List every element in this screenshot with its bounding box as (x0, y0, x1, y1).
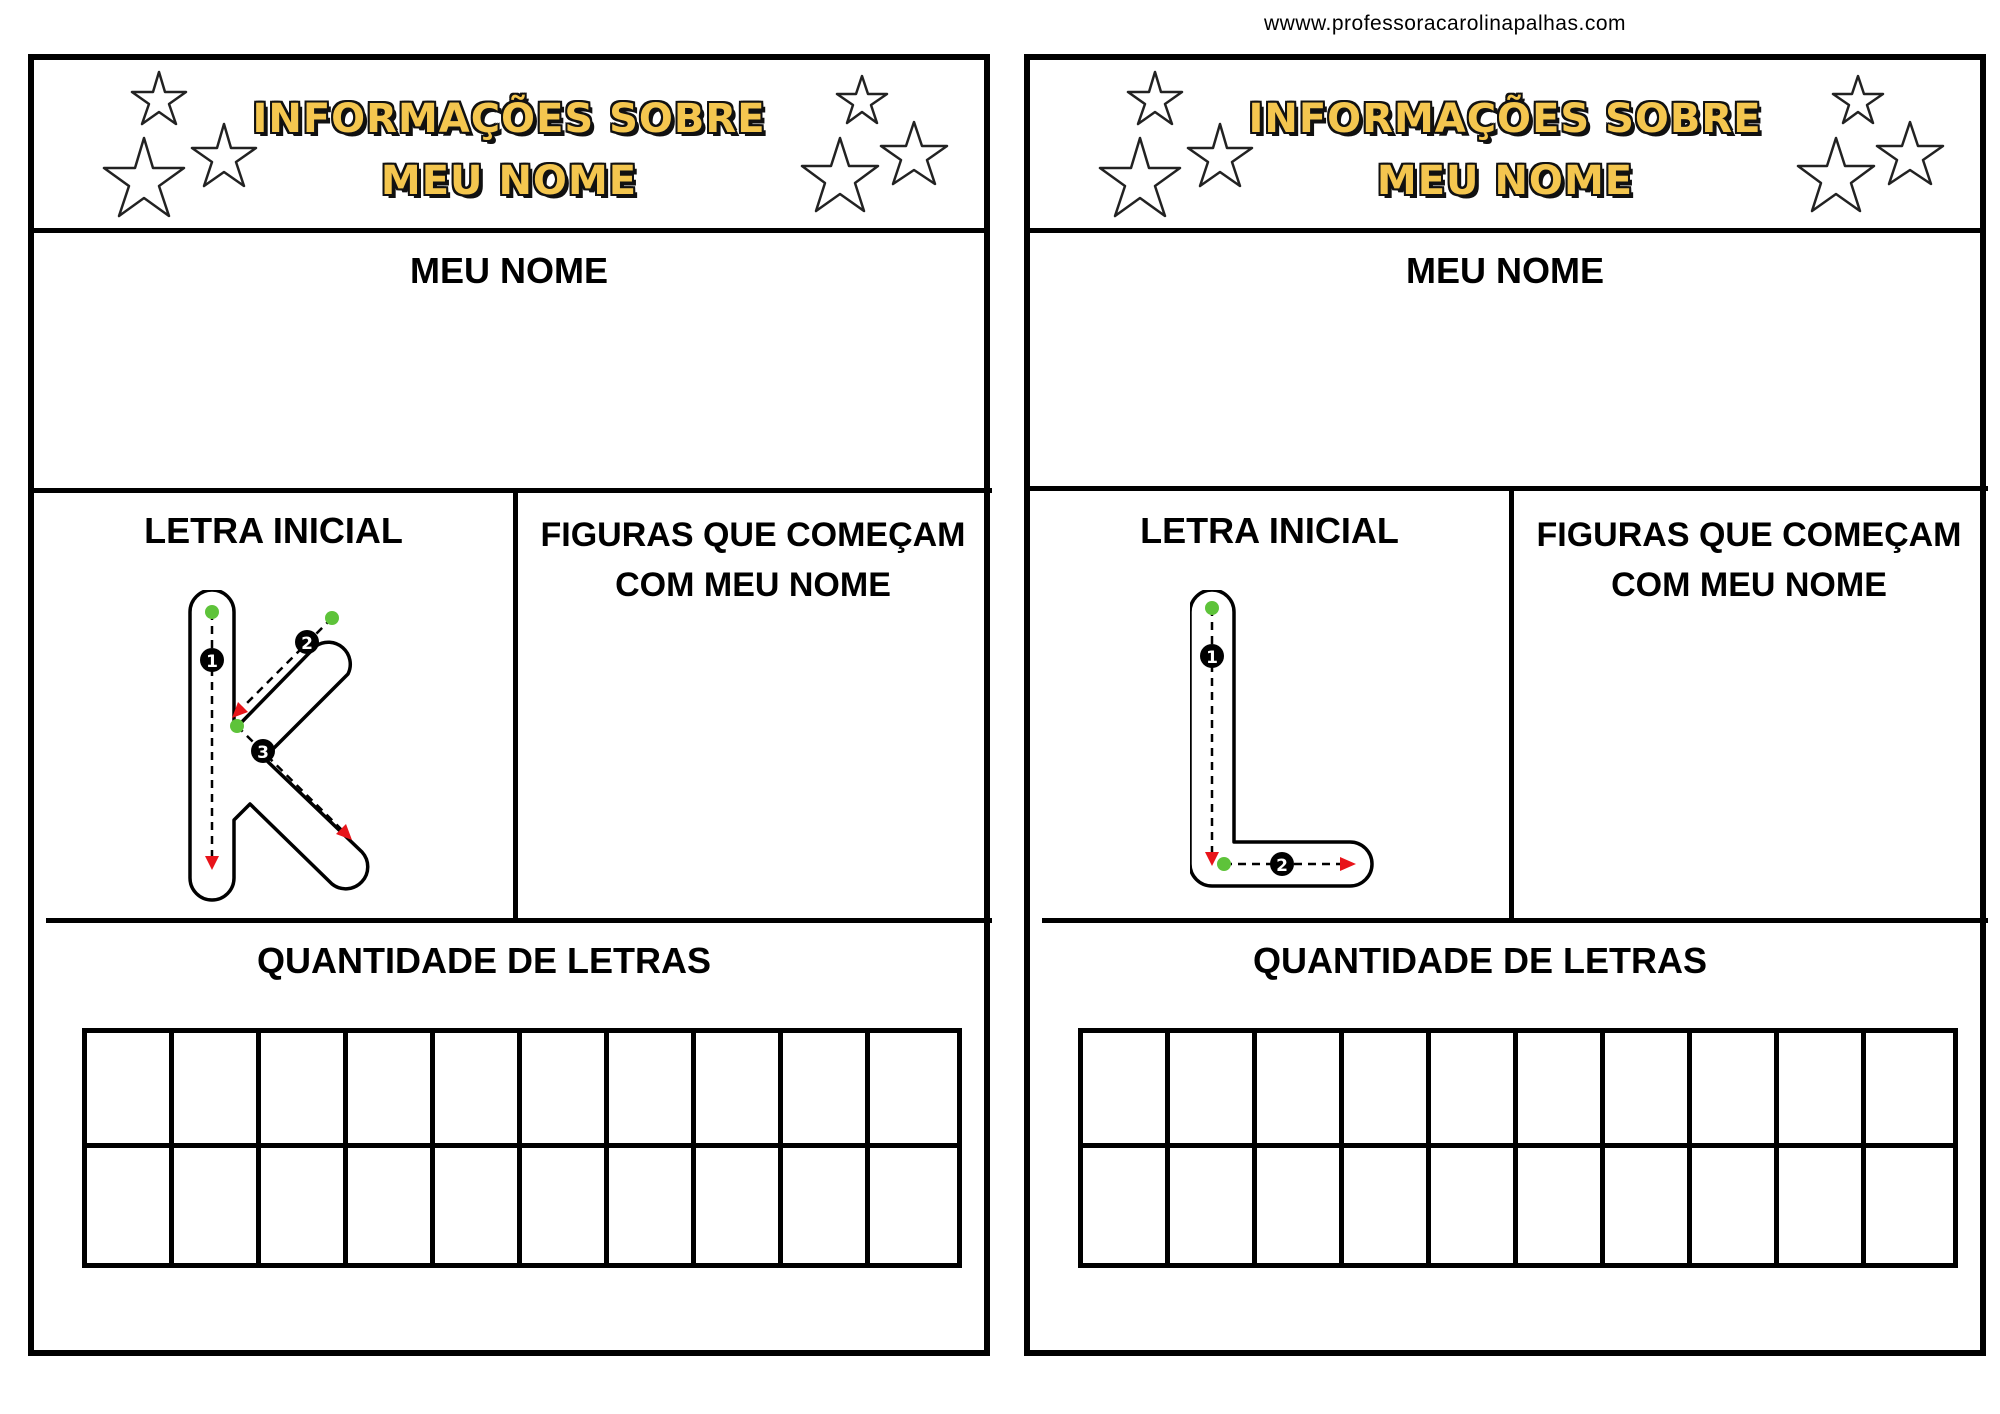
grid-cell[interactable] (1692, 1148, 1779, 1263)
stroke-number-1: 1 (206, 652, 218, 672)
grid-cell[interactable] (87, 1033, 174, 1148)
grid-cell[interactable] (783, 1033, 870, 1148)
worksheet-k (28, 54, 990, 1356)
divider-count (1042, 918, 1988, 923)
divider-count (46, 918, 992, 923)
worksheet-title (244, 88, 774, 212)
grid-cell[interactable] (435, 1148, 522, 1263)
grid-cell[interactable] (870, 1033, 957, 1148)
grid-cell[interactable] (1083, 1148, 1170, 1263)
grid-cell[interactable] (1692, 1033, 1779, 1148)
letter-count-grid (1078, 1028, 1958, 1268)
figures-label-line-1: FIGURAS QUE COMEÇAM (540, 516, 966, 554)
website-url: wwww.professoracarolinapalhas.com (1264, 12, 1626, 35)
grid-cell[interactable] (1605, 1148, 1692, 1263)
grid-cell[interactable] (1866, 1148, 1953, 1263)
worksheet-l (1024, 54, 1986, 1356)
grid-cell[interactable] (261, 1148, 348, 1263)
grid-cell[interactable] (1605, 1033, 1692, 1148)
grid-cell[interactable] (870, 1148, 957, 1263)
grid-cell[interactable] (1431, 1148, 1518, 1263)
grid-cell[interactable] (435, 1033, 522, 1148)
grid-cell[interactable] (1431, 1033, 1518, 1148)
grid-cell[interactable] (1257, 1148, 1344, 1263)
grid-cell[interactable] (1170, 1148, 1257, 1263)
divider-header (1030, 228, 1980, 233)
grid-cell[interactable] (1518, 1033, 1605, 1148)
grid-cell[interactable] (609, 1148, 696, 1263)
initial-letter-label: LETRA INICIAL (144, 510, 403, 551)
title-line-1: INFORMAÇÕES SOBRE (1248, 96, 1762, 142)
figures-label (518, 510, 988, 610)
stroke-number-3: 3 (257, 743, 269, 763)
name-label: MEU NOME (410, 250, 608, 291)
grid-cell[interactable] (174, 1033, 261, 1148)
grid-cell[interactable] (1170, 1033, 1257, 1148)
figures-label-line-2: COM MEU NOME (615, 566, 891, 604)
letter-l-tracing-icon (1190, 590, 1410, 900)
letter-k-tracing-icon (184, 590, 444, 910)
title-line-1: INFORMAÇÕES SOBRE (252, 96, 766, 142)
figures-label-line-2: COM MEU NOME (1611, 566, 1887, 604)
grid-cell[interactable] (1779, 1033, 1866, 1148)
grid-cell[interactable] (522, 1033, 609, 1148)
grid-cell[interactable] (609, 1033, 696, 1148)
figures-label (1514, 510, 1984, 610)
grid-cell[interactable] (1344, 1148, 1431, 1263)
grid-cell[interactable] (174, 1148, 261, 1263)
name-label: MEU NOME (1406, 250, 1604, 291)
grid-cell[interactable] (1257, 1033, 1344, 1148)
figures-label-line-1: FIGURAS QUE COMEÇAM (1536, 516, 1962, 554)
grid-cell[interactable] (1083, 1033, 1170, 1148)
grid-cell[interactable] (696, 1148, 783, 1263)
grid-cell[interactable] (261, 1033, 348, 1148)
grid-cell[interactable] (522, 1148, 609, 1263)
title-line-2: MEU NOME (1376, 158, 1634, 204)
title-line-2: MEU NOME (380, 158, 638, 204)
grid-cell[interactable] (348, 1033, 435, 1148)
grid-cell[interactable] (1866, 1033, 1953, 1148)
letter-count-grid (82, 1028, 962, 1268)
worksheet-title (1240, 88, 1770, 212)
grid-cell[interactable] (1344, 1033, 1431, 1148)
divider-header (34, 228, 984, 233)
letter-count-label: QUANTIDADE DE LETRAS (1252, 940, 1707, 981)
grid-cell[interactable] (87, 1148, 174, 1263)
stroke-number-2: 2 (301, 634, 313, 654)
grid-cell[interactable] (696, 1033, 783, 1148)
initial-letter-label: LETRA INICIAL (1140, 510, 1399, 551)
letter-count-label: QUANTIDADE DE LETRAS (256, 940, 711, 981)
stroke-number-1: 1 (1206, 648, 1218, 668)
grid-cell[interactable] (783, 1148, 870, 1263)
stroke-number-2: 2 (1276, 856, 1288, 876)
grid-cell[interactable] (1518, 1148, 1605, 1263)
grid-cell[interactable] (1779, 1148, 1866, 1263)
grid-cell[interactable] (348, 1148, 435, 1263)
